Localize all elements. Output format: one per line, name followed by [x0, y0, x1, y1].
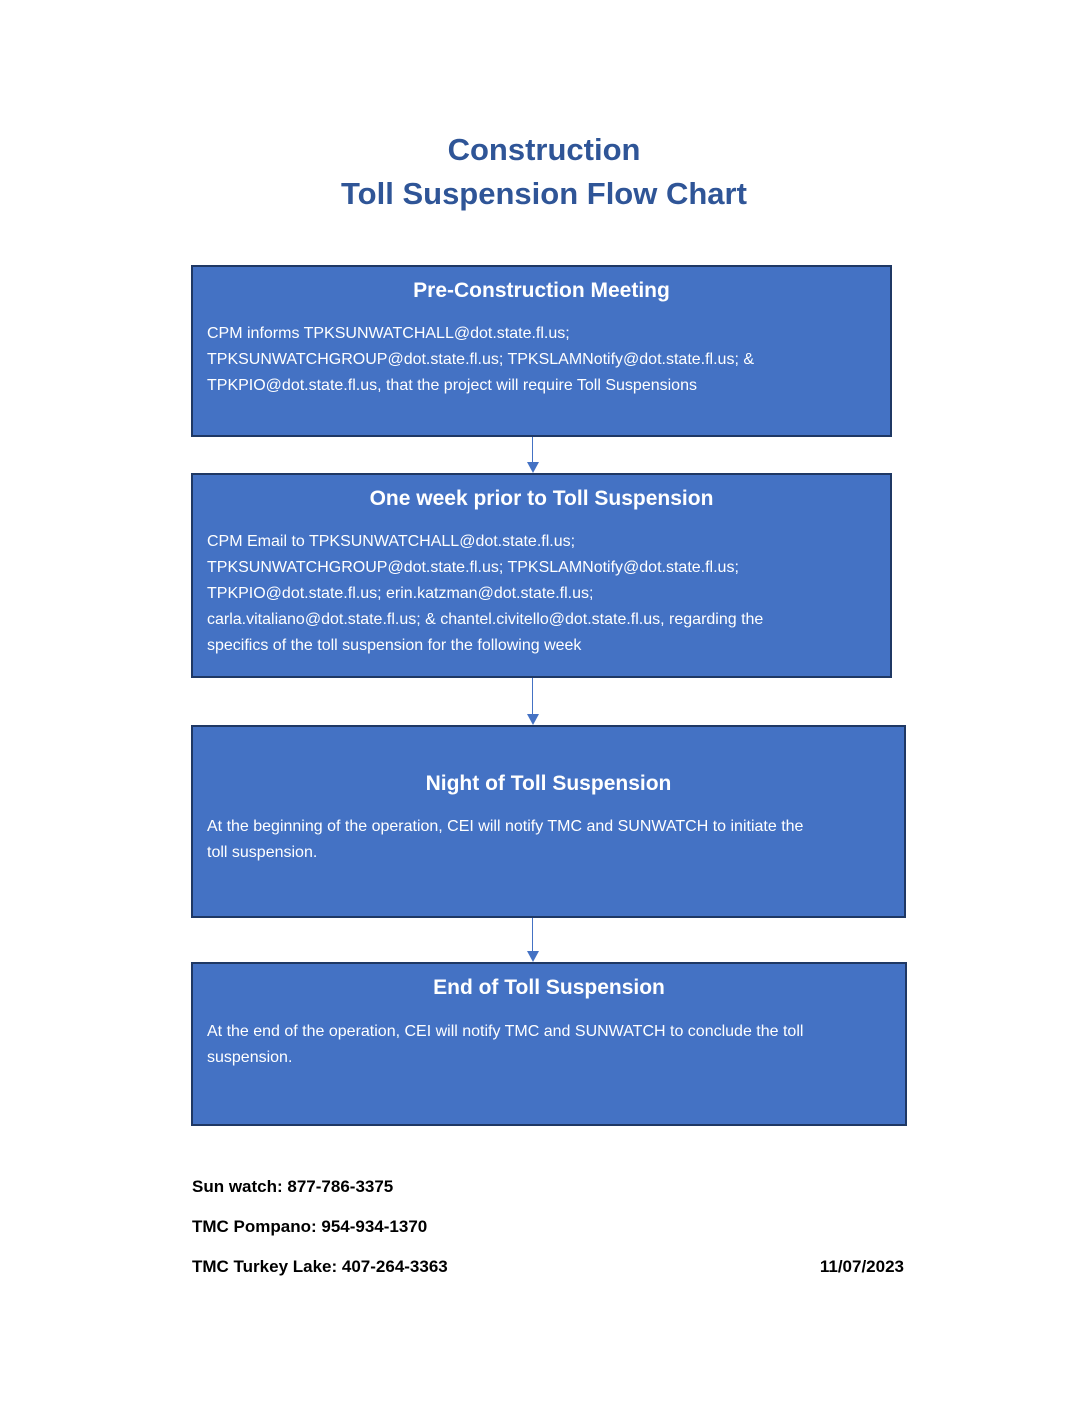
document-date: 11/07/2023	[819, 1257, 904, 1276]
title-line-1: Construction	[447, 132, 641, 167]
step-body-line: specifics of the toll suspension for the following week	[207, 637, 582, 654]
arrow-down-icon	[527, 951, 539, 962]
step-body	[207, 529, 876, 659]
step-box-end-of-suspension	[191, 962, 907, 1126]
step-body-line: CPM informs TPKSUNWATCHALL@dot.state.fl.us;	[207, 325, 570, 342]
step-box-night-of-suspension	[191, 725, 906, 918]
step-box-one-week-prior	[191, 473, 892, 678]
contact-tmc-turkey-lake: TMC Turkey Lake: 407-264-3363	[192, 1257, 448, 1276]
arrow-down-icon	[527, 462, 539, 473]
step-body-line: toll suspension.	[207, 844, 318, 861]
arrow-down-icon	[527, 714, 539, 725]
step-body-line: TPKSUNWATCHGROUP@dot.state.fl.us; TPKSLAMNotify@dot.state.fl.us;	[207, 559, 739, 576]
step-body-line: At the end of the operation, CEI will notify TMC and SUNWATCH to conclude the toll	[207, 1023, 804, 1040]
step-body-line: TPKPIO@dot.state.fl.us, that the project will require Toll Suspensions	[207, 377, 697, 394]
contact-tmc-pompano: TMC Pompano: 954-934-1370	[192, 1217, 428, 1236]
step-body-line: suspension.	[207, 1049, 293, 1066]
step-body-line: carla.vitaliano@dot.state.fl.us; & chantel.civitello@dot.state.fl.us, regarding the	[207, 611, 764, 628]
step-heading: Pre-Construction Meeting	[413, 279, 670, 302]
connector-line	[532, 918, 533, 952]
step-body-line: At the beginning of the operation, CEI will notify TMC and SUNWATCH to initiate the	[207, 818, 804, 835]
title-line-2: Toll Suspension Flow Chart	[341, 176, 747, 211]
page-title	[0, 128, 1088, 216]
step-heading: Night of Toll Suspension	[425, 772, 672, 795]
step-body	[207, 1019, 891, 1071]
step-body-line: TPKSUNWATCHGROUP@dot.state.fl.us; TPKSLAMNotify@dot.state.fl.us; &	[207, 351, 755, 368]
step-body	[207, 321, 876, 399]
step-heading: End of Toll Suspension	[433, 976, 665, 999]
connector-line	[532, 437, 533, 463]
step-body	[207, 814, 890, 866]
connector-line	[532, 678, 533, 715]
step-body-line: CPM Email to TPKSUNWATCHALL@dot.state.fl.us;	[207, 533, 576, 550]
contact-sunwatch: Sun watch: 877-786-3375	[192, 1177, 394, 1196]
step-body-line: TPKPIO@dot.state.fl.us; erin.katzman@dot.state.fl.us;	[207, 585, 594, 602]
step-box-pre-construction	[191, 265, 892, 437]
step-heading: One week prior to Toll Suspension	[369, 487, 714, 510]
